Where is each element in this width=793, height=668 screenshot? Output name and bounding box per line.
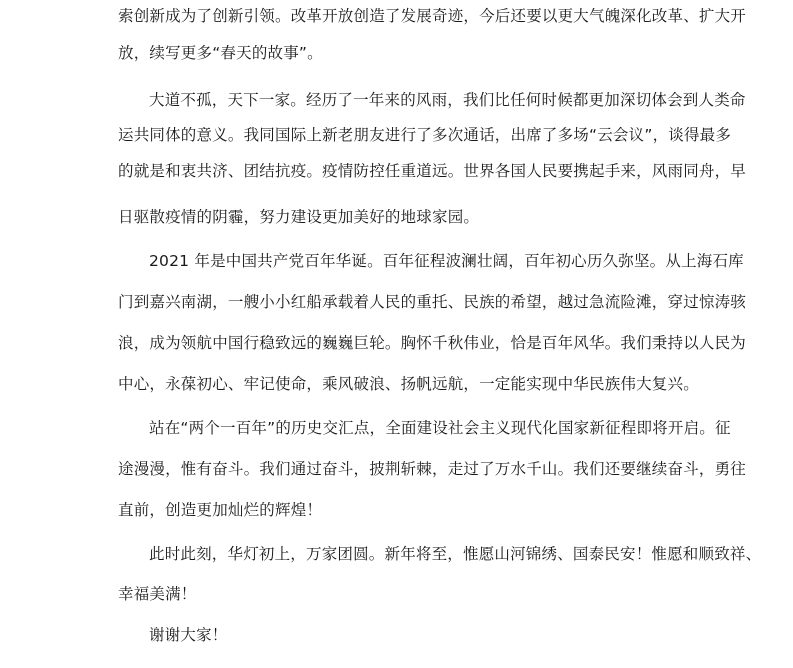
paragraph-line: 中心，永葆初心、牢记使命，乘风破浪、扬帆远航，一定能实现中华民族伟大复兴。 [118, 375, 699, 393]
paragraph-line: 索创新成为了创新引领。改革开放创造了发展奇迹，今后还要以更大气魄深化改革、扩大开 [118, 7, 747, 25]
paragraph-line: 途漫漫，惟有奋斗。我们通过奋斗，披荆斩棘，走过了万水千山。我们还要继续奋斗，勇往 [118, 460, 747, 478]
paragraph-line: 放，续写更多“春天的故事”。 [118, 44, 323, 62]
paragraph-line: 运共同体的意义。我同国际上新老朋友进行了多次通话，出席了多场“云会议”，谈得最多 [118, 126, 732, 144]
paragraph-line: 直前，创造更加灿烂的辉煌！ [118, 501, 323, 519]
paragraph-line: 2021 年是中国共产党百年华诞。百年征程波澜壮阔，百年初心历久弥坚。从上海石库 [149, 252, 744, 270]
paragraph-line: 的就是和衷共济、团结抗疫。疫情防控任重道远。世界各国人民要携起手来，风雨同舟，早 [118, 162, 747, 180]
paragraph-line: 大道不孤，天下一家。经历了一年来的风雨，我们比任何时候都更加深切体会到人类命 [149, 91, 746, 109]
paragraph-line: 门到嘉兴南湖，一艘小小红船承载着人民的重托、民族的希望，越过急流险滩，穿过惊涛骇 [118, 293, 747, 311]
paragraph-line: 站在“两个一百年”的历史交汇点，全面建设社会主义现代化国家新征程即将开启。征 [149, 419, 731, 437]
paragraph-line: 日驱散疫情的阴霾，努力建设更加美好的地球家园。 [118, 208, 480, 226]
paragraph-line: 浪，成为领航中国行稳致远的巍巍巨轮。胸怀千秋伟业，恰是百年风华。我们秉持以人民为 [118, 334, 747, 352]
paragraph-line: 此时此刻，华灯初上，万家团圆。新年将至，惟愿山河锦绣、国泰民安！惟愿和顺致祥、 [149, 545, 762, 563]
paragraph-line: 幸福美满！ [118, 585, 197, 603]
paragraph-line: 谢谢大家！ [149, 626, 228, 644]
